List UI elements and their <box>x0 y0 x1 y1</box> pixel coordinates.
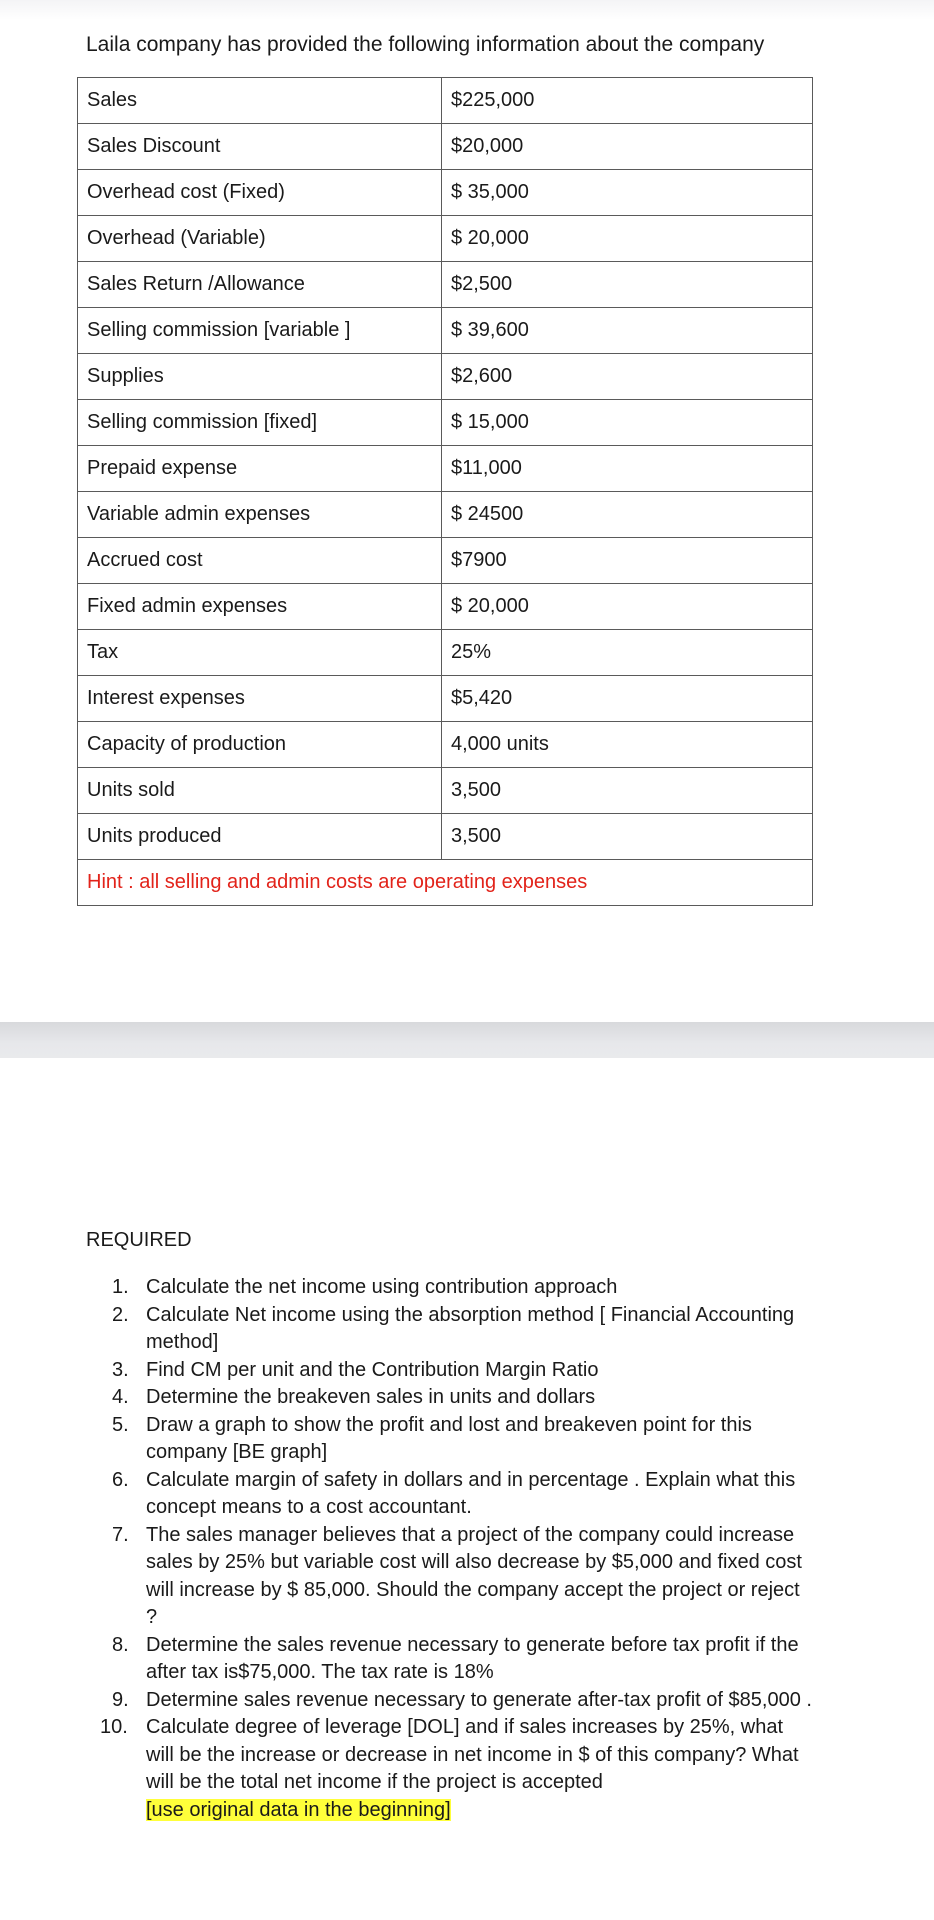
row-label: Tax <box>78 630 442 676</box>
row-value: $ 20,000 <box>442 584 813 630</box>
intro-text: Laila company has provided the following information about the company <box>86 33 765 56</box>
table-row <box>78 446 813 492</box>
highlighted-note: [use original data in the beginning] <box>146 1798 451 1821</box>
row-label: Units sold <box>78 768 442 814</box>
table-row <box>78 124 813 170</box>
row-label: Fixed admin expenses <box>78 584 442 630</box>
table-row <box>78 170 813 216</box>
page-separator <box>0 1022 934 1058</box>
requirement-number: 4. <box>112 1386 129 1408</box>
table-row <box>78 354 813 400</box>
row-label: Overhead (Variable) <box>78 216 442 262</box>
requirement-item <box>86 1632 816 1687</box>
requirement-number: 9. <box>112 1688 129 1711</box>
row-label: Supplies <box>78 354 442 400</box>
row-label: Sales Discount <box>78 124 442 170</box>
requirement-number: 5. <box>112 1413 129 1436</box>
row-value: $225,000 <box>442 78 813 124</box>
requirement-item <box>86 1302 816 1357</box>
row-label: Units produced <box>78 814 442 860</box>
requirement-item <box>86 1714 816 1797</box>
table-row <box>78 538 813 584</box>
requirement-number: 7. <box>112 1523 129 1546</box>
requirement-text: Calculate degree of leverage [DOL] and if sales increases by 25%, what will be the increase or decrease in net income in $ of this company? What will be the total net income if the project is accepted <box>146 1716 799 1793</box>
requirement-number: 3. <box>112 1358 129 1381</box>
table-row <box>78 308 813 354</box>
table-row <box>78 676 813 722</box>
table-row <box>78 722 813 768</box>
required-heading: REQUIRED <box>86 1229 192 1251</box>
row-label: Overhead cost (Fixed) <box>78 170 442 216</box>
top-edge-shade <box>0 0 934 20</box>
requirement-text: Calculate the net income using contribution approach <box>146 1276 618 1298</box>
row-value: $ 24500 <box>442 492 813 538</box>
company-info-table-body <box>78 78 813 906</box>
row-value: $ 15,000 <box>442 400 813 446</box>
row-value: $ 35,000 <box>442 170 813 216</box>
requirement-number: 8. <box>112 1633 129 1656</box>
requirement-text: Draw a graph to show the profit and lost and breakeven point for this company [BE graph] <box>146 1413 752 1463</box>
row-value: $ 39,600 <box>442 308 813 354</box>
row-value: $20,000 <box>442 124 813 170</box>
requirement-text: Find CM per unit and the Contribution Margin Ratio <box>146 1358 599 1381</box>
row-value: 3,500 <box>442 768 813 814</box>
requirement-item <box>86 1687 816 1715</box>
row-value: $2,500 <box>442 262 813 308</box>
table-row <box>78 492 813 538</box>
table-row <box>78 216 813 262</box>
row-value: 3,500 <box>442 814 813 860</box>
row-value: $ 20,000 <box>442 216 813 262</box>
requirement-number: 6. <box>112 1468 129 1491</box>
row-label: Selling commission [fixed] <box>78 400 442 446</box>
requirements-list <box>86 1274 816 1824</box>
row-label: Interest expenses <box>78 676 442 722</box>
row-value: $2,600 <box>442 354 813 400</box>
row-value: 4,000 units <box>442 722 813 768</box>
table-row <box>78 768 813 814</box>
row-label: Prepaid expense <box>78 446 442 492</box>
row-value: $5,420 <box>442 676 813 722</box>
row-label: Accrued cost <box>78 538 442 584</box>
table-row <box>78 630 813 676</box>
row-value: 25% <box>442 630 813 676</box>
table-row <box>78 584 813 630</box>
table-row <box>78 814 813 860</box>
requirement-number: 10. <box>100 1716 128 1738</box>
table-row <box>78 78 813 124</box>
note-line <box>86 1797 816 1825</box>
row-label: Variable admin expenses <box>78 492 442 538</box>
row-value: $11,000 <box>442 446 813 492</box>
requirement-item <box>86 1274 816 1302</box>
requirement-item <box>86 1412 816 1467</box>
requirement-text: Calculate Net income using the absorption method [ Financial Accounting method] <box>146 1303 795 1353</box>
requirement-text: Determine the sales revenue necessary to generate before tax profit if the after tax is$75,000. The tax rate is 18% <box>146 1633 799 1683</box>
hint-row <box>78 860 813 906</box>
row-label: Capacity of production <box>78 722 442 768</box>
row-label: Sales Return /Allowance <box>78 262 442 308</box>
requirement-item <box>86 1522 816 1632</box>
requirement-number: 1. <box>112 1276 129 1298</box>
row-label: Sales <box>78 78 442 124</box>
requirement-item <box>86 1384 816 1412</box>
requirement-text: Calculate margin of safety in dollars and in percentage . Explain what this concept means to a cost accountant. <box>146 1468 796 1518</box>
requirement-item <box>86 1467 816 1522</box>
requirement-text: Determine sales revenue necessary to generate after-tax profit of $85,000 . <box>146 1688 812 1711</box>
table-row <box>78 400 813 446</box>
row-value: $7900 <box>442 538 813 584</box>
requirement-item <box>86 1357 816 1385</box>
hint-text: Hint : all selling and admin costs are operating expenses <box>78 860 813 906</box>
requirement-text: The sales manager believes that a project of the company could increase sales by 25% but variable cost will also decrease by $5,000 and fixed cost will increase by $ 85,000. Should the company accept the project or reject ? <box>146 1523 802 1628</box>
table-row <box>78 262 813 308</box>
row-label: Selling commission [variable ] <box>78 308 442 354</box>
requirement-number: 2. <box>112 1303 129 1326</box>
company-info-table <box>77 77 813 906</box>
requirement-text: Determine the breakeven sales in units and dollars <box>146 1386 596 1408</box>
